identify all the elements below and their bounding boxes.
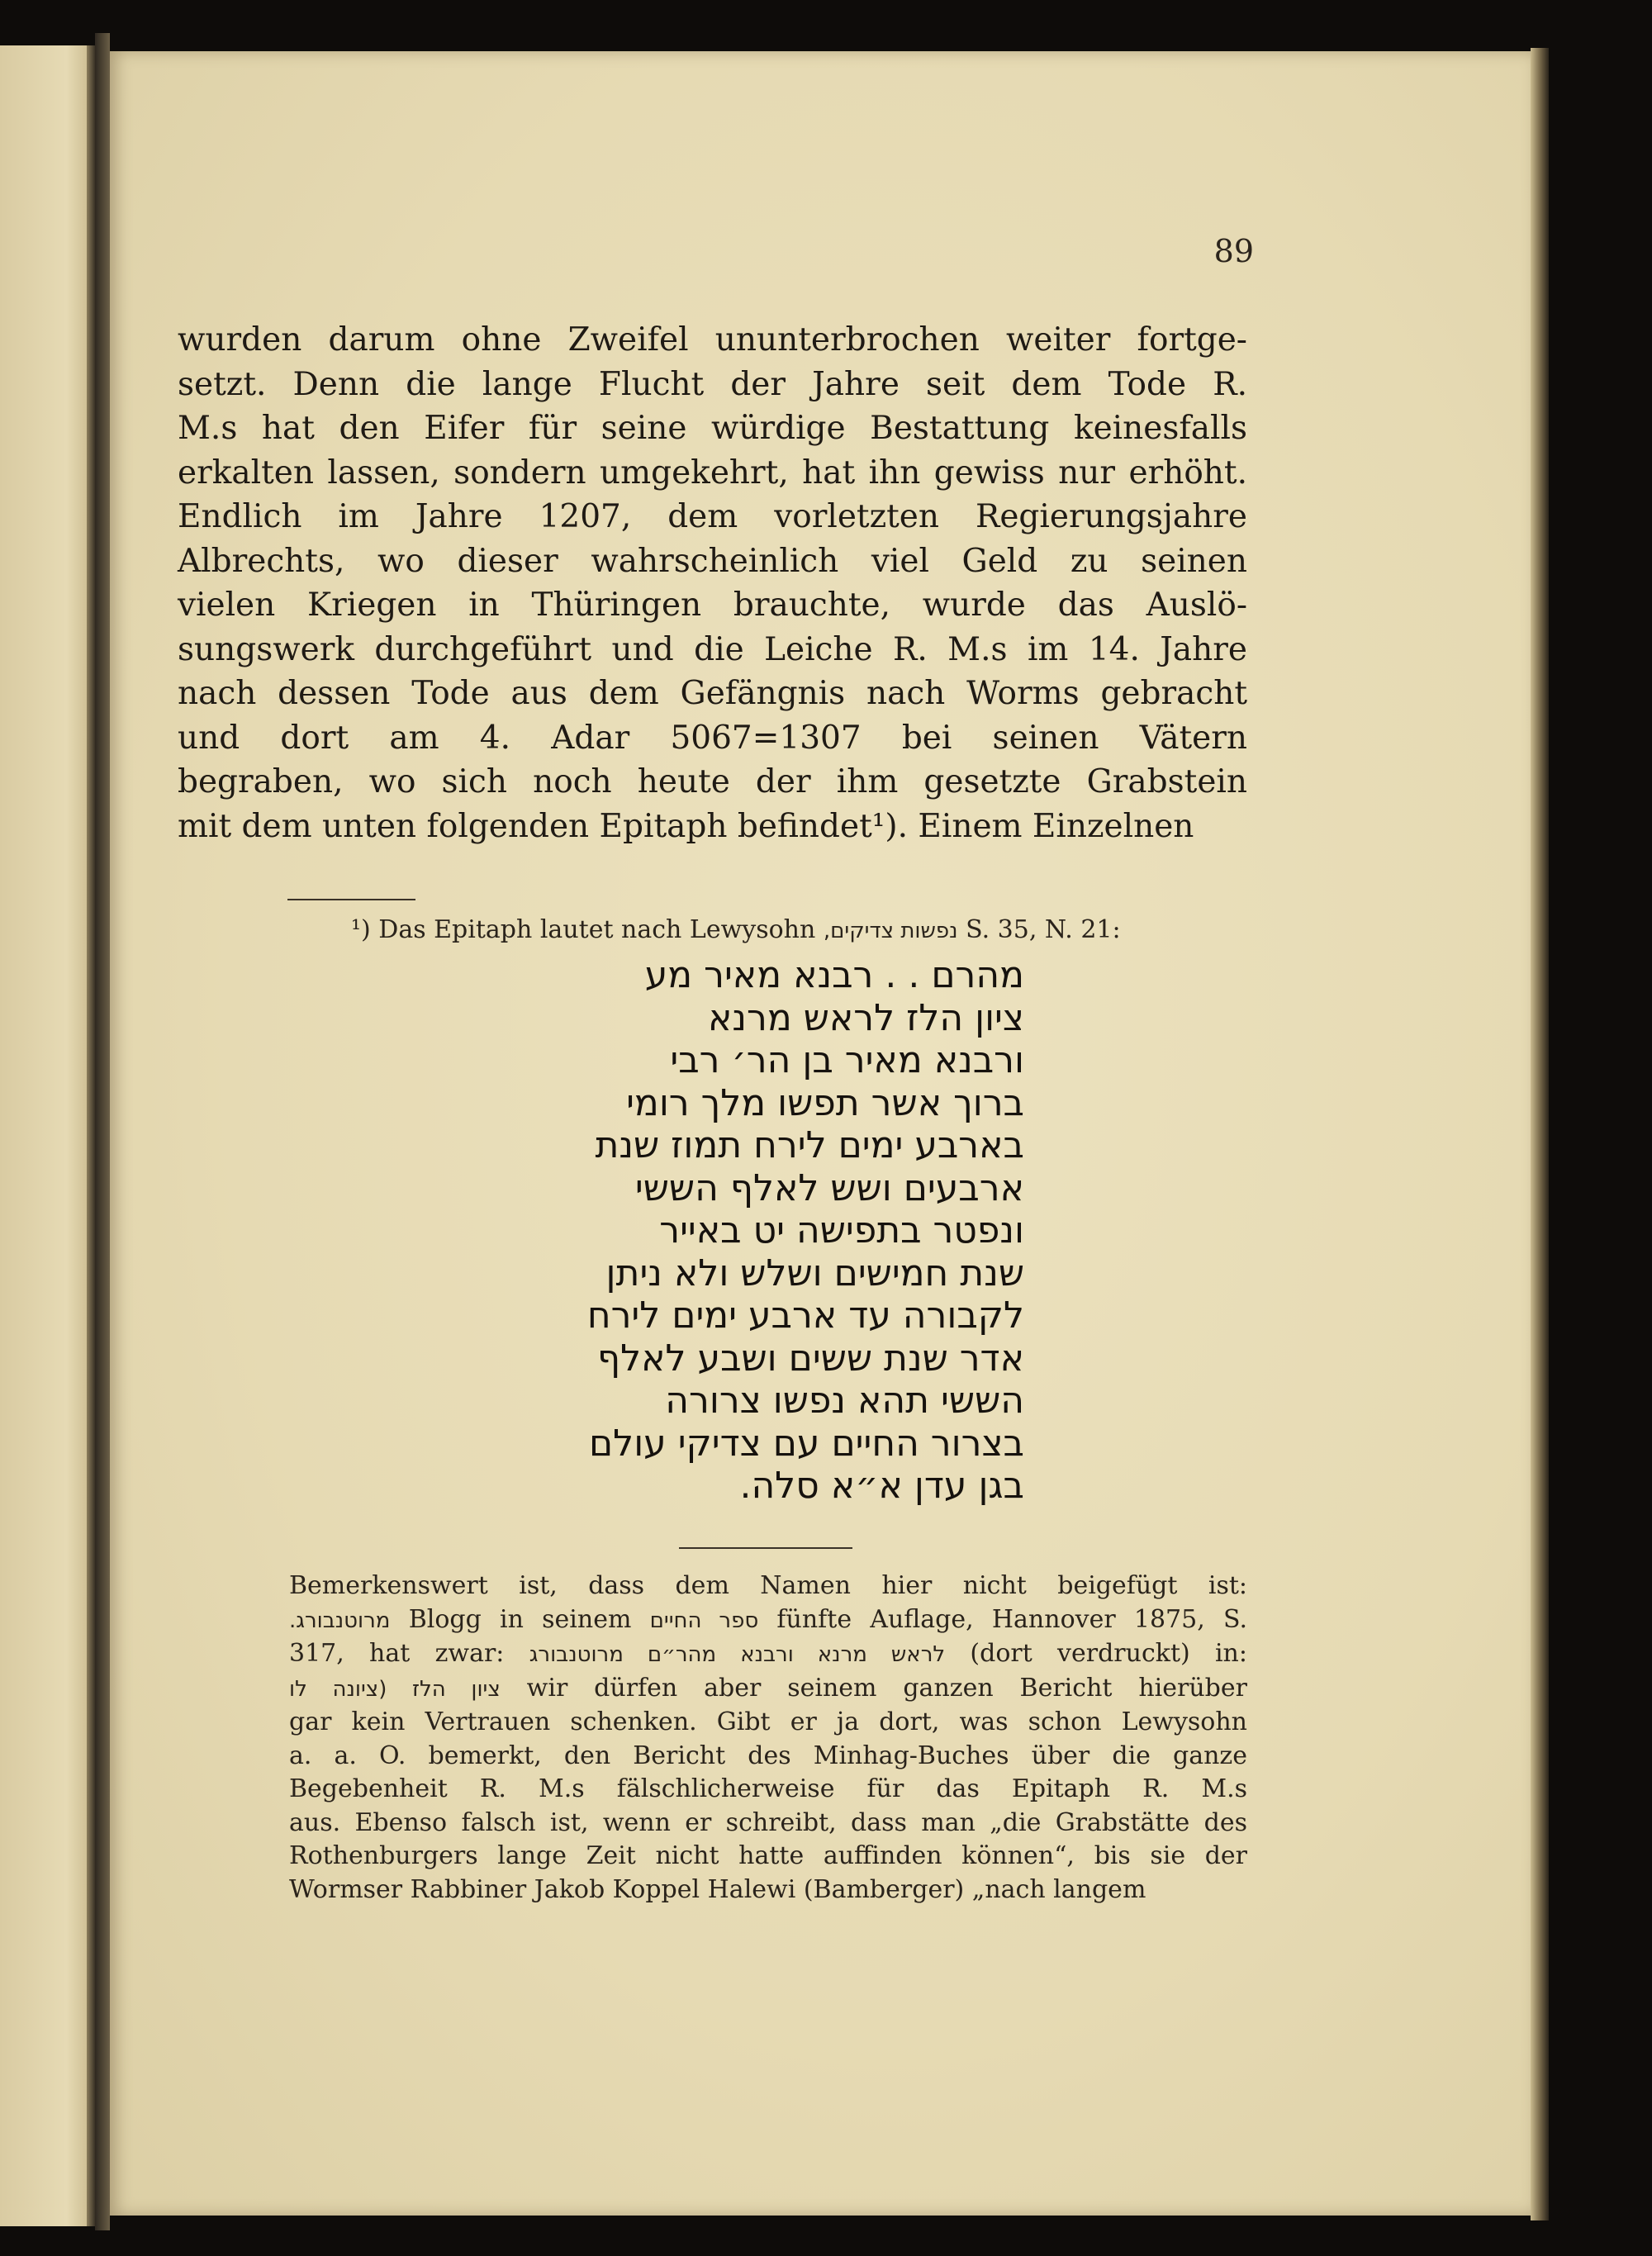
epitaph-line: הששי תהא נפשו צרורה: [665, 1380, 1024, 1422]
footnote-hebrew: מרוטנבורג.: [289, 1608, 391, 1633]
body-line: Endlich im Jahre 1207, dem vorletzten Regierungsjahre: [178, 498, 1247, 535]
footnote-intro-prefix: ¹) Das Epitaph lautet nach Lewysohn: [351, 915, 816, 944]
epitaph-line: אדר שנת ששים ושבע לאלף: [596, 1337, 1024, 1380]
footnote-segment: Blogg in seinem: [408, 1604, 632, 1634]
footnote-intro-suffix: S. 35, N. 21:: [966, 915, 1121, 944]
epitaph-line: מהרם . . רבנא מאיר מע: [644, 954, 1024, 996]
epitaph-line: בגן עדן א״א סלה.: [739, 1465, 1024, 1507]
footnote-line: aus. Ebenso falsch ist, wenn er schreibt, dass man „die Grabstätte des: [289, 1807, 1247, 1837]
epitaph-line: ונפטר בתפישה יט באייר: [659, 1209, 1024, 1251]
footnote-intro-hebrew: נפשות צדיקים,: [823, 919, 958, 943]
footnote-line: Rothenburgers lange Zeit nicht hatte auffinden können“, bis sie der: [289, 1841, 1247, 1870]
epitaph-line: ארבעים ושש לאלף הששי: [634, 1166, 1024, 1209]
left-page-edge: [0, 45, 95, 2226]
footnote-hebrew: לראש מרנא ורבנא מהר״ם מרוטנבורג: [529, 1642, 946, 1667]
body-line: wurden darum ohne Zweifel ununterbrochen weiter fortge-: [178, 321, 1247, 359]
epitaph-line: שנת חמישים ושלש ולא ניתן: [605, 1251, 1024, 1294]
footnote-text: [289, 1570, 1247, 1907]
epitaph-line: לקבורה עד ארבע ימים לירח: [586, 1294, 1024, 1337]
body-text: [178, 318, 1247, 848]
body-line: nach dessen Tode aus dem Gefängnis nach Worms gebracht: [178, 675, 1247, 712]
page-right-edge: [1531, 48, 1549, 2220]
body-line: setzt. Denn die lange Flucht der Jahre seit dem Tode R.: [178, 365, 1247, 403]
body-line: sungswerk durchgeführt und die Leiche R. M.s im 14. Jahre: [178, 630, 1247, 668]
footnote-line: Bemerkenswert ist, dass dem Namen hier nicht beigefügt ist:: [289, 1571, 1247, 1600]
footnote-hebrew: ספר החיים: [649, 1608, 759, 1633]
footnote-segment: wir dürfen aber seinem ganzen Bericht hierüber: [526, 1673, 1247, 1703]
epitaph-line: בארבע ימים לירח תמוז שנת: [595, 1124, 1024, 1166]
epitaph-text: [529, 954, 1024, 1508]
body-line: Albrechts, wo dieser wahrscheinlich viel Geld zu seinen: [178, 542, 1247, 580]
page-number: 89: [1213, 233, 1254, 269]
epitaph-line: ברוך אשר תפשו מלך רומי: [626, 1081, 1024, 1124]
footnote-intro: [351, 915, 1251, 944]
footnote-segment: 317, hat zwar:: [289, 1639, 505, 1668]
footnote-separator-rule: [287, 899, 415, 900]
footnote-middle-rule: [679, 1547, 852, 1549]
epitaph-line: בצרור החיים עם צדיקי עולם: [588, 1422, 1024, 1465]
body-line: vielen Kriegen in Thüringen brauchte, wurde das Auslö-: [178, 587, 1247, 624]
body-line: begraben, wo sich noch heute der ihm gesetzte Grabstein: [178, 763, 1247, 800]
body-line: erkalten lassen, sondern umgekehrt, hat ihn gewiss nur erhöht.: [178, 454, 1247, 492]
footnote-segment: fünfte Auflage, Hannover 1875, S.: [776, 1604, 1247, 1634]
epitaph-line: ורבנא מאיר בן הר׳ רבי: [670, 1039, 1024, 1081]
footnote-line: a. a. O. bemerkt, den Bericht des Minhag-Buches über die ganze: [289, 1741, 1247, 1770]
footnote-line: [289, 1603, 1247, 1638]
book-gutter: [95, 33, 110, 2230]
footnote-line: gar kein Vertrauen schenken. Gibt er ja dort, was schon Lewysohn: [289, 1707, 1247, 1736]
body-line: mit dem unten folgenden Epitaph befindet¹). Einem Einzelnen: [178, 807, 1194, 845]
footnote-line: Begebenheit R. M.s fälschlicherweise für das Epitaph R. M.s: [289, 1774, 1247, 1803]
footnote-line: [289, 1672, 1247, 1707]
footnote-hebrew: ציון הלז (ציונה לו: [289, 1676, 501, 1702]
footnote-line: Wormser Rabbiner Jakob Koppel Halewi (Bamberger) „nach langem: [289, 1874, 1146, 1904]
footnote-line: [289, 1637, 1247, 1672]
epitaph-line: ציון הלז לראש מרנא: [707, 996, 1024, 1039]
footnote-segment: (dort verdruckt) in:: [970, 1639, 1247, 1668]
body-line: und dort am 4. Adar 5067=1307 bei seinen Vätern: [178, 719, 1247, 757]
body-line: M.s hat den Eifer für seine würdige Bestattung keinesfalls: [178, 410, 1247, 447]
